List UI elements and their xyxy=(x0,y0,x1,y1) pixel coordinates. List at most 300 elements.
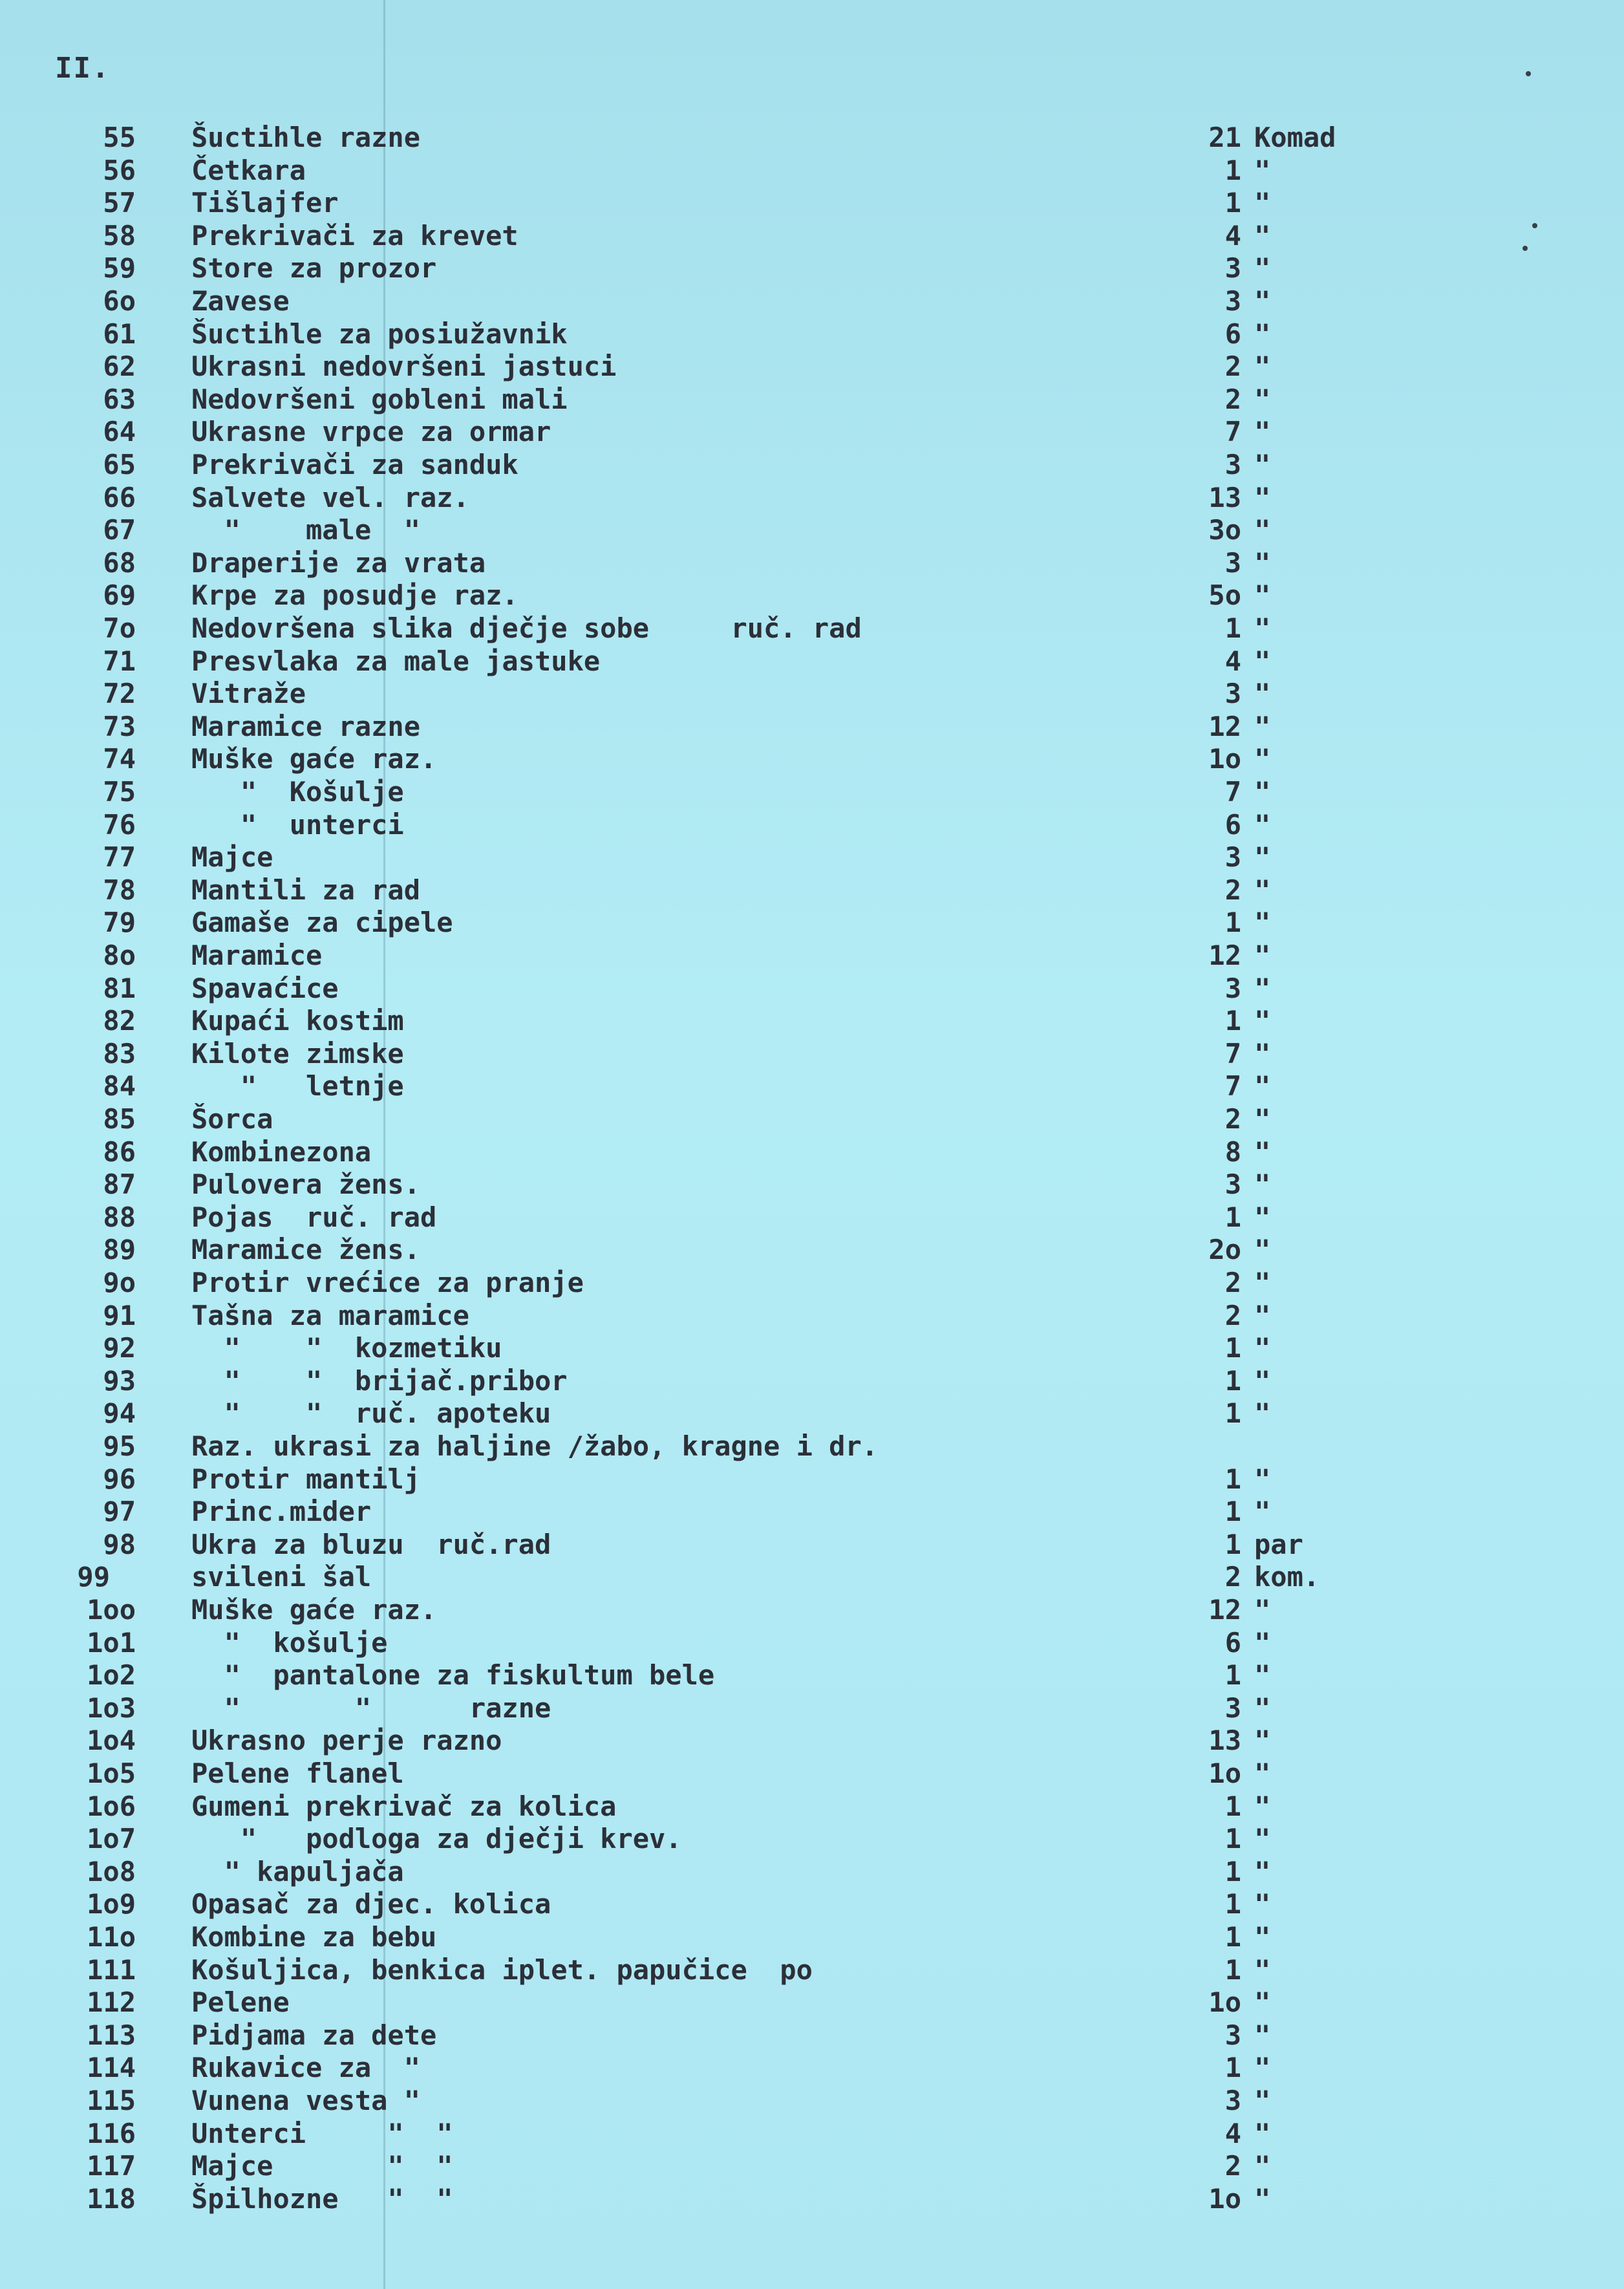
list-item xyxy=(0,678,1624,710)
item-quantity: 6 xyxy=(1224,808,1241,841)
item-description: " pantalone za fiskultum bele xyxy=(191,1659,715,1692)
item-unit: " xyxy=(1254,1234,1271,1266)
item-unit: " xyxy=(1254,285,1271,317)
item-number: 66 xyxy=(103,481,136,513)
item-description: " " kozmetiku xyxy=(191,1332,502,1364)
ink-speck xyxy=(1532,223,1537,228)
item-description: Mantili za rad xyxy=(191,874,421,906)
item-quantity: 4 xyxy=(1224,219,1241,252)
item-unit: Komad xyxy=(1254,122,1336,153)
item-number: 81 xyxy=(103,972,136,1004)
list-item xyxy=(0,1725,1624,1757)
item-description: Salvete vel. raz. xyxy=(191,481,469,513)
list-item xyxy=(0,2019,1624,2052)
item-quantity: 2 xyxy=(1224,1561,1241,1593)
item-number: 59 xyxy=(103,252,136,285)
item-unit: " xyxy=(1254,1757,1271,1789)
item-number: 76 xyxy=(103,808,136,841)
item-quantity: 1 xyxy=(1224,1823,1241,1855)
list-item xyxy=(0,1365,1624,1397)
item-description: Pelene xyxy=(191,1986,290,2019)
item-quantity: 1 xyxy=(1224,1364,1241,1397)
item-number: 58 xyxy=(103,219,136,252)
item-description: Presvlaka za male jastuke xyxy=(191,645,601,677)
list-item xyxy=(0,1823,1624,1855)
item-quantity: 7 xyxy=(1224,1070,1241,1102)
list-item xyxy=(0,285,1624,317)
list-item xyxy=(0,1757,1624,1790)
item-unit: " xyxy=(1254,383,1271,415)
list-item xyxy=(0,1234,1624,1266)
item-description: " Košulje xyxy=(191,776,404,808)
item-unit: " xyxy=(1254,1005,1271,1037)
item-description: Ukrasni nedovršeni jastuci xyxy=(191,350,617,383)
item-quantity: 12 xyxy=(1208,710,1241,742)
ink-speck xyxy=(1522,246,1528,251)
item-description: Raz. ukrasi za haljine /žabo, kragne i dr. xyxy=(191,1430,879,1462)
item-unit: " xyxy=(1254,187,1271,219)
item-description: Store za prozor xyxy=(191,252,437,285)
item-number: 72 xyxy=(103,678,136,710)
item-description: Prekrivači za sanduk xyxy=(191,449,518,480)
item-description: Maramice žens. xyxy=(191,1234,421,1266)
list-item xyxy=(0,416,1624,448)
item-description: Kombinezona xyxy=(191,1135,372,1168)
item-unit: " xyxy=(1254,2085,1271,2116)
item-unit: " xyxy=(1254,416,1271,448)
item-description: " " ruč. apoteku xyxy=(191,1397,551,1430)
item-description: Kupaći kostim xyxy=(191,1005,404,1037)
item-unit: par xyxy=(1254,1528,1303,1560)
item-number: 68 xyxy=(103,546,136,579)
item-description: Pelene flanel xyxy=(191,1757,404,1789)
item-quantity: 2 xyxy=(1224,383,1241,415)
item-number: 111 xyxy=(87,1953,136,1986)
list-item xyxy=(0,220,1624,252)
item-description: Unterci " " xyxy=(191,2117,453,2149)
item-unit: " xyxy=(1254,1790,1271,1822)
item-unit: " xyxy=(1254,1299,1271,1331)
item-unit: " xyxy=(1254,350,1271,383)
list-item xyxy=(0,1430,1624,1463)
list-item xyxy=(0,1692,1624,1725)
item-description: Pojas ruč. rad xyxy=(191,1201,437,1233)
item-description: Nedovršeni gobleni mali xyxy=(191,383,568,415)
item-number: 84 xyxy=(103,1070,136,1102)
list-item xyxy=(0,645,1624,678)
item-unit: " xyxy=(1254,972,1271,1004)
item-unit: " xyxy=(1254,1855,1271,1887)
list-item xyxy=(0,874,1624,907)
item-unit: " xyxy=(1254,252,1271,285)
item-number: 78 xyxy=(103,874,136,906)
item-unit: " xyxy=(1254,776,1271,808)
list-item xyxy=(0,1005,1624,1037)
item-number: 95 xyxy=(103,1430,136,1462)
item-quantity: 4 xyxy=(1224,2117,1241,2149)
item-unit: " xyxy=(1254,1823,1271,1855)
item-number: 1o3 xyxy=(87,1692,136,1724)
item-number: 86 xyxy=(103,1135,136,1168)
item-quantity: 1o xyxy=(1208,1986,1241,2019)
item-description: " košulje xyxy=(191,1626,388,1659)
list-item xyxy=(0,2052,1624,2084)
list-item xyxy=(0,1496,1624,1528)
item-unit: " xyxy=(1254,841,1271,874)
item-quantity: 3 xyxy=(1224,1168,1241,1201)
item-description: Gumeni prekrivač za kolica xyxy=(191,1790,617,1822)
item-unit: " xyxy=(1254,1692,1271,1724)
list-item xyxy=(0,252,1624,285)
item-number: 88 xyxy=(103,1201,136,1233)
list-item xyxy=(0,547,1624,579)
item-quantity: 1 xyxy=(1224,1528,1241,1560)
item-number: 91 xyxy=(103,1299,136,1331)
item-quantity: 1 xyxy=(1224,1201,1241,1233)
item-unit: " xyxy=(1254,514,1271,546)
list-item xyxy=(0,350,1624,383)
item-unit: " xyxy=(1254,1888,1271,1920)
item-number: 56 xyxy=(103,154,136,186)
item-description: Maramice razne xyxy=(191,710,421,742)
item-unit: " xyxy=(1254,1659,1271,1692)
item-number: 73 xyxy=(103,710,136,742)
item-number: 94 xyxy=(103,1397,136,1430)
item-quantity: 1o xyxy=(1208,1757,1241,1789)
item-quantity: 7 xyxy=(1224,416,1241,448)
item-description: Majce xyxy=(191,841,273,874)
list-item xyxy=(0,940,1624,972)
item-description: Pidjama za dete xyxy=(191,2019,437,2051)
item-unit: " xyxy=(1254,1168,1271,1201)
item-quantity: 6 xyxy=(1224,317,1241,350)
item-unit: " xyxy=(1254,743,1271,775)
item-quantity: 2 xyxy=(1224,350,1241,383)
item-unit: " xyxy=(1254,2117,1271,2149)
item-description: Princ.mider xyxy=(191,1496,372,1528)
list-item xyxy=(0,2150,1624,2182)
item-quantity: 3o xyxy=(1208,514,1241,546)
item-description: Majce " " xyxy=(191,2150,453,2182)
item-unit: " xyxy=(1254,449,1271,480)
list-item xyxy=(0,1168,1624,1201)
item-number: 1o2 xyxy=(87,1659,136,1692)
item-quantity: 8 xyxy=(1224,1135,1241,1168)
item-unit: " xyxy=(1254,1103,1271,1135)
item-unit: " xyxy=(1254,808,1271,841)
item-number: 6o xyxy=(103,285,136,317)
item-number: 61 xyxy=(103,317,136,350)
item-description: Kilote zimske xyxy=(191,1037,404,1069)
item-unit: " xyxy=(1254,1594,1271,1626)
list-item xyxy=(0,1070,1624,1102)
item-description: Vitraže xyxy=(191,678,306,710)
list-item xyxy=(0,318,1624,350)
item-quantity: 3 xyxy=(1224,252,1241,285)
item-unit: " xyxy=(1254,1725,1271,1757)
item-number: 9o xyxy=(103,1267,136,1298)
item-description: " podloga za dječji krev. xyxy=(191,1823,682,1855)
item-quantity: 1o xyxy=(1208,743,1241,775)
item-unit: " xyxy=(1254,219,1271,252)
item-description: Muške gaće raz. xyxy=(191,743,437,775)
item-quantity: 2 xyxy=(1224,874,1241,906)
list-item xyxy=(0,841,1624,874)
item-description: Ukrasne vrpce za ormar xyxy=(191,416,551,448)
list-item xyxy=(0,1201,1624,1234)
item-number: 98 xyxy=(103,1528,136,1560)
item-description: " kapuljača xyxy=(191,1855,404,1887)
item-quantity: 1 xyxy=(1224,154,1241,186)
list-item xyxy=(0,2118,1624,2150)
item-description: Opasač za djec. kolica xyxy=(191,1888,551,1920)
item-number: 67 xyxy=(103,514,136,546)
item-number: 99 xyxy=(77,1561,110,1593)
item-quantity: 4 xyxy=(1224,645,1241,677)
item-quantity: 3 xyxy=(1224,1692,1241,1724)
item-description: Špilhozne " " xyxy=(191,2182,453,2215)
item-quantity: 13 xyxy=(1208,481,1241,513)
item-description: Kombine za bebu xyxy=(191,1921,437,1953)
item-unit: " xyxy=(1254,1070,1271,1102)
item-unit: " xyxy=(1254,481,1271,513)
item-quantity: 1 xyxy=(1224,1790,1241,1822)
item-unit: " xyxy=(1254,546,1271,579)
item-description: Maramice xyxy=(191,940,323,971)
item-quantity: 1 xyxy=(1224,1953,1241,1986)
list-item xyxy=(0,1529,1624,1561)
item-number: 1o4 xyxy=(87,1725,136,1757)
item-quantity: 1 xyxy=(1224,1921,1241,1953)
item-quantity: 3 xyxy=(1224,2085,1241,2116)
list-item xyxy=(0,776,1624,808)
item-number: 117 xyxy=(87,2150,136,2182)
item-number: 65 xyxy=(103,449,136,480)
list-item xyxy=(0,1463,1624,1496)
item-quantity: 2 xyxy=(1224,1299,1241,1331)
item-quantity: 1 xyxy=(1224,1463,1241,1495)
item-number: 74 xyxy=(103,743,136,775)
list-item xyxy=(0,187,1624,219)
list-item xyxy=(0,1103,1624,1135)
item-description: " male " xyxy=(191,514,421,546)
item-number: 11o xyxy=(87,1921,136,1953)
item-number: 116 xyxy=(87,2117,136,2149)
item-quantity: 1 xyxy=(1224,2052,1241,2084)
item-description: Šorca xyxy=(191,1103,273,1135)
item-description: Rukavice za " xyxy=(191,2052,421,2084)
item-quantity: 6 xyxy=(1224,1626,1241,1659)
item-quantity: 3 xyxy=(1224,972,1241,1004)
item-quantity: 1 xyxy=(1224,1855,1241,1887)
item-quantity: 3 xyxy=(1224,678,1241,710)
item-unit: " xyxy=(1254,1332,1271,1364)
item-number: 1o9 xyxy=(87,1888,136,1920)
list-item xyxy=(0,1954,1624,1986)
list-item xyxy=(0,2085,1624,2117)
item-quantity: 1 xyxy=(1224,1659,1241,1692)
item-number: 55 xyxy=(103,122,136,153)
item-number: 64 xyxy=(103,416,136,448)
item-unit: " xyxy=(1254,2182,1271,2215)
item-number: 1oo xyxy=(87,1594,136,1626)
list-item xyxy=(0,514,1624,546)
item-description: Prekrivači za krevet xyxy=(191,219,518,252)
item-number: 114 xyxy=(87,2052,136,2084)
item-unit: " xyxy=(1254,1953,1271,1986)
item-quantity: 3 xyxy=(1224,546,1241,579)
list-item xyxy=(0,1921,1624,1953)
item-number: 83 xyxy=(103,1037,136,1069)
item-number: 75 xyxy=(103,776,136,808)
item-unit: kom. xyxy=(1254,1561,1320,1593)
item-unit: " xyxy=(1254,1135,1271,1168)
item-description: " " brijač.pribor xyxy=(191,1364,568,1397)
item-description: Šuctihle razne xyxy=(191,122,421,153)
item-unit: " xyxy=(1254,317,1271,350)
list-item xyxy=(0,579,1624,612)
item-quantity: 7 xyxy=(1224,1037,1241,1069)
item-description: Pulovera žens. xyxy=(191,1168,421,1201)
item-unit: " xyxy=(1254,1463,1271,1495)
item-number: 93 xyxy=(103,1364,136,1397)
item-number: 63 xyxy=(103,383,136,415)
item-quantity: 21 xyxy=(1208,122,1241,153)
item-number: 7o xyxy=(103,612,136,644)
item-quantity: 1 xyxy=(1224,907,1241,939)
item-number: 82 xyxy=(103,1005,136,1037)
list-item xyxy=(0,1659,1624,1692)
item-quantity: 3 xyxy=(1224,285,1241,317)
list-item xyxy=(0,1856,1624,1888)
list-item xyxy=(0,1038,1624,1070)
list-item xyxy=(0,743,1624,775)
list-item xyxy=(0,907,1624,939)
item-number: 77 xyxy=(103,841,136,874)
item-quantity: 13 xyxy=(1208,1725,1241,1757)
list-item xyxy=(0,482,1624,514)
item-description: Muške gaće raz. xyxy=(191,1594,437,1626)
item-description: " unterci xyxy=(191,808,404,841)
item-unit: " xyxy=(1254,1037,1271,1069)
item-description: Četkara xyxy=(191,154,306,186)
list-item xyxy=(0,1136,1624,1168)
item-number: 1o5 xyxy=(87,1757,136,1789)
list-item xyxy=(0,1888,1624,1920)
item-quantity: 1 xyxy=(1224,1888,1241,1920)
item-description: Zavese xyxy=(191,285,290,317)
item-unit: " xyxy=(1254,2150,1271,2182)
item-unit: " xyxy=(1254,579,1271,612)
item-description: Nedovršena slika dječje sobe ruč. rad xyxy=(191,612,862,644)
item-number: 69 xyxy=(103,579,136,612)
item-unit: " xyxy=(1254,1267,1271,1298)
item-description: " letnje xyxy=(191,1070,404,1102)
page-heading: II. xyxy=(55,52,111,85)
list-item xyxy=(0,383,1624,416)
item-quantity: 12 xyxy=(1208,1594,1241,1626)
item-number: 113 xyxy=(87,2019,136,2051)
item-quantity: 2o xyxy=(1208,1234,1241,1266)
item-number: 1o8 xyxy=(87,1855,136,1887)
item-number: 57 xyxy=(103,187,136,219)
item-description: Tašna za maramice xyxy=(191,1299,469,1331)
item-number: 62 xyxy=(103,350,136,383)
item-unit: " xyxy=(1254,1921,1271,1953)
list-item xyxy=(0,1332,1624,1364)
item-unit: " xyxy=(1254,1201,1271,1233)
item-number: 87 xyxy=(103,1168,136,1201)
list-item xyxy=(0,2183,1624,2215)
item-description: Gamaše za cipele xyxy=(191,907,453,939)
item-quantity: 1 xyxy=(1224,612,1241,644)
item-quantity: 3 xyxy=(1224,841,1241,874)
list-item xyxy=(0,1561,1624,1593)
list-item xyxy=(0,711,1624,743)
list-item xyxy=(0,155,1624,187)
item-quantity: 3 xyxy=(1224,449,1241,480)
list-item xyxy=(0,122,1624,154)
item-unit: " xyxy=(1254,2052,1271,2084)
item-quantity: 1 xyxy=(1224,1005,1241,1037)
item-quantity: 7 xyxy=(1224,776,1241,808)
item-quantity: 2 xyxy=(1224,1103,1241,1135)
item-description: Šuctihle za posiužavnik xyxy=(191,317,568,350)
item-quantity: 1 xyxy=(1224,1496,1241,1528)
list-item xyxy=(0,1986,1624,2019)
item-description: svileni šal xyxy=(191,1561,372,1593)
item-number: 1o1 xyxy=(87,1626,136,1659)
item-unit: " xyxy=(1254,678,1271,710)
list-item xyxy=(0,449,1624,481)
item-quantity: 2 xyxy=(1224,1267,1241,1298)
item-unit: " xyxy=(1254,907,1271,939)
item-description: Draperije za vrata xyxy=(191,546,486,579)
item-description: Protir vrećice za pranje xyxy=(191,1267,584,1298)
item-quantity: 1 xyxy=(1224,187,1241,219)
item-number: 79 xyxy=(103,907,136,939)
item-description: Spavaćice xyxy=(191,972,339,1004)
item-unit: " xyxy=(1254,1397,1271,1430)
item-unit: " xyxy=(1254,154,1271,186)
list-item xyxy=(0,1397,1624,1430)
item-description: Ukra za bluzu ruč.rad xyxy=(191,1528,551,1560)
item-number: 1o6 xyxy=(87,1790,136,1822)
item-description: Protir mantilj xyxy=(191,1463,421,1495)
item-unit: " xyxy=(1254,1496,1271,1528)
item-quantity: 1 xyxy=(1224,1332,1241,1364)
item-number: 92 xyxy=(103,1332,136,1364)
item-description: Vunena vesta " xyxy=(191,2085,421,2116)
list-item xyxy=(0,1627,1624,1659)
item-number: 89 xyxy=(103,1234,136,1266)
item-unit: " xyxy=(1254,874,1271,906)
item-quantity: 1 xyxy=(1224,1397,1241,1430)
item-unit: " xyxy=(1254,1364,1271,1397)
list-item xyxy=(0,1790,1624,1823)
item-unit: " xyxy=(1254,940,1271,971)
item-unit: " xyxy=(1254,612,1271,644)
item-quantity: 5o xyxy=(1208,579,1241,612)
item-number: 71 xyxy=(103,645,136,677)
item-number: 112 xyxy=(87,1986,136,2019)
list-item xyxy=(0,1300,1624,1332)
item-number: 96 xyxy=(103,1463,136,1495)
list-item xyxy=(0,612,1624,645)
item-description: " " razne xyxy=(191,1692,551,1724)
list-item xyxy=(0,809,1624,841)
item-number: 8o xyxy=(103,940,136,971)
